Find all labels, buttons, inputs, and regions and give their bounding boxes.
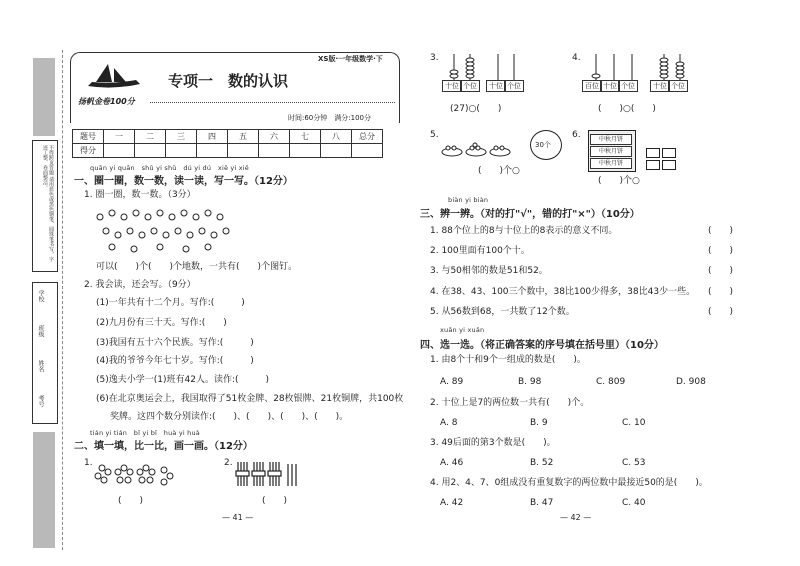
page-number-left: — 41 — (222, 513, 254, 522)
s3-item: 4. 在38、43、100三个数中，38比100少得多，38比43少一些。 (430, 287, 696, 297)
r-q3-compare[interactable]: (27)○( ) (450, 104, 502, 114)
s2-q1-num: 1. (84, 458, 93, 468)
s3-paren[interactable]: ( ) (708, 266, 734, 276)
s3-item: 2. 100里面有100个十。 (430, 246, 530, 256)
margin-field-name[interactable]: 姓名 (37, 360, 44, 372)
abacus-label: 个位 (460, 80, 480, 92)
mooncake-box-label: 中秋月饼 (590, 146, 632, 157)
section3-title: 三、辨一辨。（对的打"√"，错的打"×"）（10分） (420, 209, 640, 220)
s4-option[interactable]: A. 89 (440, 377, 464, 387)
s4-question: 4. 用2、4、7、0组成没有重复数字的两位数中最接近50的是( )。 (430, 478, 708, 488)
candy-bag-label: 30个 (535, 141, 551, 149)
score-row-label: 得分 (73, 144, 104, 158)
score-header-cell: 八 (321, 130, 352, 144)
section4-pinyin: xuǎn yi xuǎn (440, 326, 485, 334)
score-header-cell: 七 (290, 130, 321, 144)
s1-item: (1)一年共有十二个月。写作:( ) (96, 298, 245, 308)
margin-field-school[interactable]: 学校 (37, 290, 44, 302)
score-header-cell: 一 (104, 130, 135, 144)
r-q6-answer[interactable]: ( )个○ (598, 176, 640, 186)
section2-pinyin: tián yi tián bǐ yi bǐ huà yi huà (90, 429, 200, 437)
s2-q1-blank[interactable]: ( ) (118, 496, 144, 506)
section1-title: 一、圈一圈，数一数，读一读，写一写。（12分） (74, 176, 293, 187)
score-header-cell: 五 (228, 130, 259, 144)
s1-item: 奖牌。这四个数分别读作:( )、( )、( )、( )。 (110, 412, 349, 422)
margin-notice-text: 不得跨页答题 请用蓝色或黑色钢笔、圆珠笔书写，字迹工整、卷面整洁。 (42, 145, 54, 262)
abacus-label: 十位 (650, 80, 670, 92)
margin-field-id[interactable]: 考号 (37, 395, 44, 407)
s1-item: (3)我国有五十六个民族。写作:( ) (96, 338, 254, 348)
s4-option[interactable]: A. 42 (440, 498, 464, 508)
score-cell[interactable] (321, 144, 352, 158)
score-cell[interactable] (166, 144, 197, 158)
s1-item: (6)在北京奥运会上，我国取得了51枚金牌、28枚银牌、21枚铜牌，共100枚 (96, 394, 404, 404)
s4-question: 3. 49后面的第3个数是( )。 (430, 438, 556, 448)
score-table-header-row (73, 130, 383, 144)
s4-option[interactable]: D. 908 (676, 377, 706, 387)
pushpins-picture (90, 205, 240, 255)
margin-field-class[interactable]: 班级 (37, 325, 44, 337)
score-header-cell: 二 (135, 130, 166, 144)
abacus-label: 十位 (600, 80, 620, 92)
s1-item: (2)九月份有三十天。写作:( ) (96, 318, 227, 328)
s4-question: 2. 十位上是7的两位数一共有( )个。 (430, 398, 590, 408)
s3-paren[interactable]: ( ) (708, 287, 734, 297)
s3-item: 1. 88个位上的8与十位上的8表示的意义不同。 (430, 226, 618, 236)
s3-item: 5. 从56数到68，一共数了12个数。 (430, 307, 575, 317)
stick-bundles-picture (234, 460, 314, 488)
abacus-label: 个位 (618, 80, 638, 92)
s1-q1: 1. 圈一圈，数一数。（3分） (84, 190, 196, 200)
s1-item: (4)我的爷爷今年七十岁。写作:( ) (96, 356, 254, 366)
candies-picture (440, 136, 530, 162)
margin-dashed-line (62, 50, 63, 550)
s4-option[interactable]: B. 47 (530, 498, 554, 508)
s4-option[interactable]: C. 53 (622, 458, 646, 468)
s2-q2-num: 2. (224, 458, 233, 468)
score-header-cell: 三 (166, 130, 197, 144)
s2-q2-blank[interactable]: ( ) (262, 496, 288, 506)
s1-item: (5)逸夫小学一(1)班有42人。读作:( ) (96, 375, 270, 385)
score-header-cell: 六 (259, 130, 290, 144)
s4-option[interactable]: B. 9 (530, 418, 548, 428)
score-cell[interactable] (135, 144, 166, 158)
score-cell[interactable] (290, 144, 321, 158)
mooncake-box-label: 中秋月饼 (590, 158, 632, 169)
r-q3-num: 3. (430, 53, 439, 63)
page-title: 专项一 数的认识 (168, 72, 289, 90)
abacus-3-icon (440, 52, 530, 82)
abacus-label: 十位 (486, 80, 506, 92)
score-header-cell: 四 (197, 130, 228, 144)
s4-option[interactable]: C. 40 (622, 498, 646, 508)
abacus-4-icon (582, 52, 692, 82)
r-q6-num: 6. (572, 130, 581, 140)
logo-text: 扬帆金卷100分 (78, 97, 135, 106)
mooncake-small-4 (662, 160, 676, 170)
mooncake-small-2 (662, 148, 676, 158)
section3-pinyin: biàn yi biàn (448, 196, 489, 204)
s1-q2: 2. 我会读，还会写。（9分） (84, 280, 196, 290)
s3-paren[interactable]: ( ) (708, 246, 734, 256)
s4-option[interactable]: B. 98 (518, 377, 542, 387)
s3-paren[interactable]: ( ) (708, 307, 734, 317)
score-cell[interactable] (228, 144, 259, 158)
s1-q1-answer: 可以( )个( )个地数，一共有( )个图钉。 (96, 262, 298, 272)
s3-paren[interactable]: ( ) (708, 226, 734, 236)
s4-option[interactable]: C. 10 (622, 418, 646, 428)
mooncake-box-label: 中秋月饼 (590, 134, 632, 145)
s4-option[interactable]: C. 809 (596, 377, 626, 387)
mooncake-small-3 (646, 160, 660, 170)
score-header-cell: 总分 (352, 130, 383, 144)
score-table-score-row (73, 144, 383, 158)
s4-option[interactable]: B. 52 (530, 458, 554, 468)
r-q4-num: 4. (572, 53, 581, 63)
r-q5-num: 5. (430, 130, 439, 140)
r-q5-answer[interactable]: ( )个○ (478, 166, 520, 176)
score-cell[interactable] (259, 144, 290, 158)
s4-option[interactable]: A. 46 (440, 458, 464, 468)
abacus-label: 十位 (442, 80, 462, 92)
abacus-label: 个位 (504, 80, 524, 92)
score-cell[interactable] (352, 144, 383, 158)
abacus-label: 百位 (582, 80, 602, 92)
score-table (72, 129, 383, 158)
score-cell[interactable] (197, 144, 228, 158)
margin-gray-block-top (33, 58, 55, 136)
section1-pinyin: quān yi quān shǔ yi shǔ dú yi dú xiě yi xiě (90, 164, 249, 172)
s4-option[interactable]: A. 8 (440, 418, 458, 428)
margin-gray-block-bottom (33, 432, 55, 548)
score-header-cell: 题号 (73, 130, 104, 144)
page-number-right: — 42 — (560, 513, 592, 522)
edition-label: XS版·一年级数学·下 (318, 55, 383, 63)
r-q4-compare[interactable]: ( )○( ) (598, 104, 656, 114)
mooncake-small-1 (646, 148, 660, 158)
s3-item: 3. 与50相邻的数是51和52。 (430, 266, 548, 276)
score-cell[interactable] (104, 144, 135, 158)
bead-circles-picture (94, 462, 179, 488)
abacus-label: 个位 (668, 80, 688, 92)
s4-question: 1. 由8个十和9个一组成的数是( )。 (430, 355, 586, 365)
section2-title: 二、填一填，比一比，画一画。（12分） (74, 441, 253, 452)
time-score: 时间:60分钟 满分:100分 (288, 114, 371, 122)
header-frame (70, 52, 400, 123)
section4-title: 四、选一选。（将正确答案的序号填在括号里）（10分） (420, 340, 664, 351)
